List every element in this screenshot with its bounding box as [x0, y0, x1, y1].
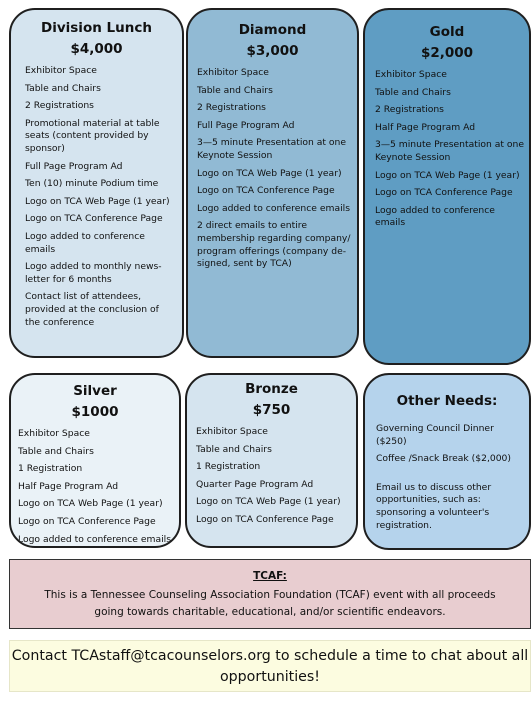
list-item: Table and Chairs — [197, 84, 273, 96]
list-item: Exhibitor Space — [375, 69, 447, 80]
silver-card — [9, 373, 181, 548]
list-item: Table and Chairs — [375, 86, 451, 98]
division-lunch-card — [9, 8, 184, 358]
card-title: Bronze — [245, 381, 298, 397]
list-item: Exhibitor Space — [25, 65, 97, 76]
benefit-list — [188, 67, 357, 271]
card-title: Diamond — [238, 22, 307, 38]
card-price: $1000 — [71, 404, 119, 420]
list-item: Full Page Program Ad — [25, 160, 123, 172]
list-item: 1 Registration — [18, 463, 83, 475]
list-item: Logo added to conference emails — [25, 230, 145, 255]
list-item: Contact list of attendees, provided at the conclusion of the conference — [25, 291, 159, 328]
list-item: Exhibitor Space — [197, 67, 269, 78]
card-title: Silver — [73, 383, 117, 399]
list-item: Ten (10) minute Podium time — [25, 178, 159, 190]
list-item: Table and Chairs — [25, 82, 101, 94]
tcaf-notice — [9, 559, 531, 629]
card-price: $750 — [252, 402, 291, 418]
list-item: 3—5 minute Presentation at one Keynote Session — [197, 137, 346, 161]
list-item: Logo on TCA Web Page (1 year) — [197, 167, 342, 179]
list-item: Full Page Program Ad — [197, 119, 295, 131]
contact-banner: Contact TCAstaff@tcacounselors.org to schedule a time to chat about all opportunities! — [9, 640, 531, 692]
list-item: Table and Chairs — [196, 443, 272, 455]
list-item: 2 Registrations — [375, 104, 444, 116]
list-item: 3—5 minute Presentation at one Keynote Session — [375, 139, 524, 163]
benefit-list — [187, 426, 356, 527]
list-item: Logo added to conference emails — [18, 533, 171, 545]
list-item: Logo on TCA Web Page (1 year) — [196, 496, 341, 508]
list-item: Logo on TCA Conference Page — [196, 513, 334, 525]
gold-card — [363, 8, 531, 365]
card-title: Division Lunch — [41, 20, 152, 36]
list-item: Governing Council Dinner ($250) — [376, 423, 494, 447]
list-item: 1 Registration — [196, 461, 261, 473]
list-item: Quarter Page Program Ad — [196, 478, 314, 490]
other-needs-card — [363, 373, 531, 550]
list-item: Exhibitor Space — [196, 426, 268, 437]
list-item: Logo on TCA Conference Page — [18, 515, 156, 527]
card-title: Gold — [429, 24, 465, 40]
list-item: Logo added to conference emails — [197, 202, 350, 214]
list-item: 2 Registrations — [25, 100, 94, 112]
diamond-card — [186, 8, 359, 358]
list-item: Half Page Program Ad — [375, 121, 476, 133]
list-item: 2 Registrations — [197, 102, 266, 114]
list-item: Logo on TCA Conference Page — [25, 213, 163, 225]
list-item: 2 direct emails to entire membership regarding company/ program offerings (company de-signed, sent by TCA) — [197, 220, 351, 270]
list-item: Coffee /Snack Break ($2,000) — [376, 453, 511, 465]
card-title: Other Needs: — [396, 393, 498, 409]
bronze-card — [185, 373, 358, 548]
list-item: Exhibitor Space — [18, 428, 90, 439]
benefit-list — [365, 423, 529, 532]
benefit-list — [11, 65, 182, 329]
list-item: Logo on TCA Conference Page — [197, 185, 335, 197]
list-item: Logo added to conference emails — [375, 204, 495, 229]
benefit-list — [365, 69, 529, 230]
tcaf-title: TCAF: — [253, 570, 287, 582]
tcaf-text: This is a Tennessee Counseling Association Foundation (TCAF) event with all proceeds going towards charitable, educational, and/or scientific endeavors. — [44, 589, 496, 618]
list-item: Table and Chairs — [18, 445, 94, 457]
list-item: Logo added to monthly news-letter for 6 months — [25, 261, 162, 285]
list-item: Logo on TCA Web Page (1 year) — [375, 169, 520, 181]
card-price: $4,000 — [70, 41, 123, 57]
card-price: $2,000 — [420, 45, 474, 61]
card-price: $3,000 — [246, 43, 299, 59]
list-item: Email us to discuss other opportunities, such as: sponsoring a volunteer's registration. — [376, 481, 492, 531]
benefit-list — [11, 428, 179, 546]
list-item: Logo on TCA Conference Page — [375, 187, 513, 199]
list-item: Logo on TCA Web Page (1 year) — [18, 498, 163, 510]
list-item: Logo on TCA Web Page (1 year) — [25, 195, 170, 207]
list-item: Promotional material at table seats (content provided by sponsor) — [25, 117, 160, 154]
list-item: Half Page Program Ad — [18, 480, 119, 492]
